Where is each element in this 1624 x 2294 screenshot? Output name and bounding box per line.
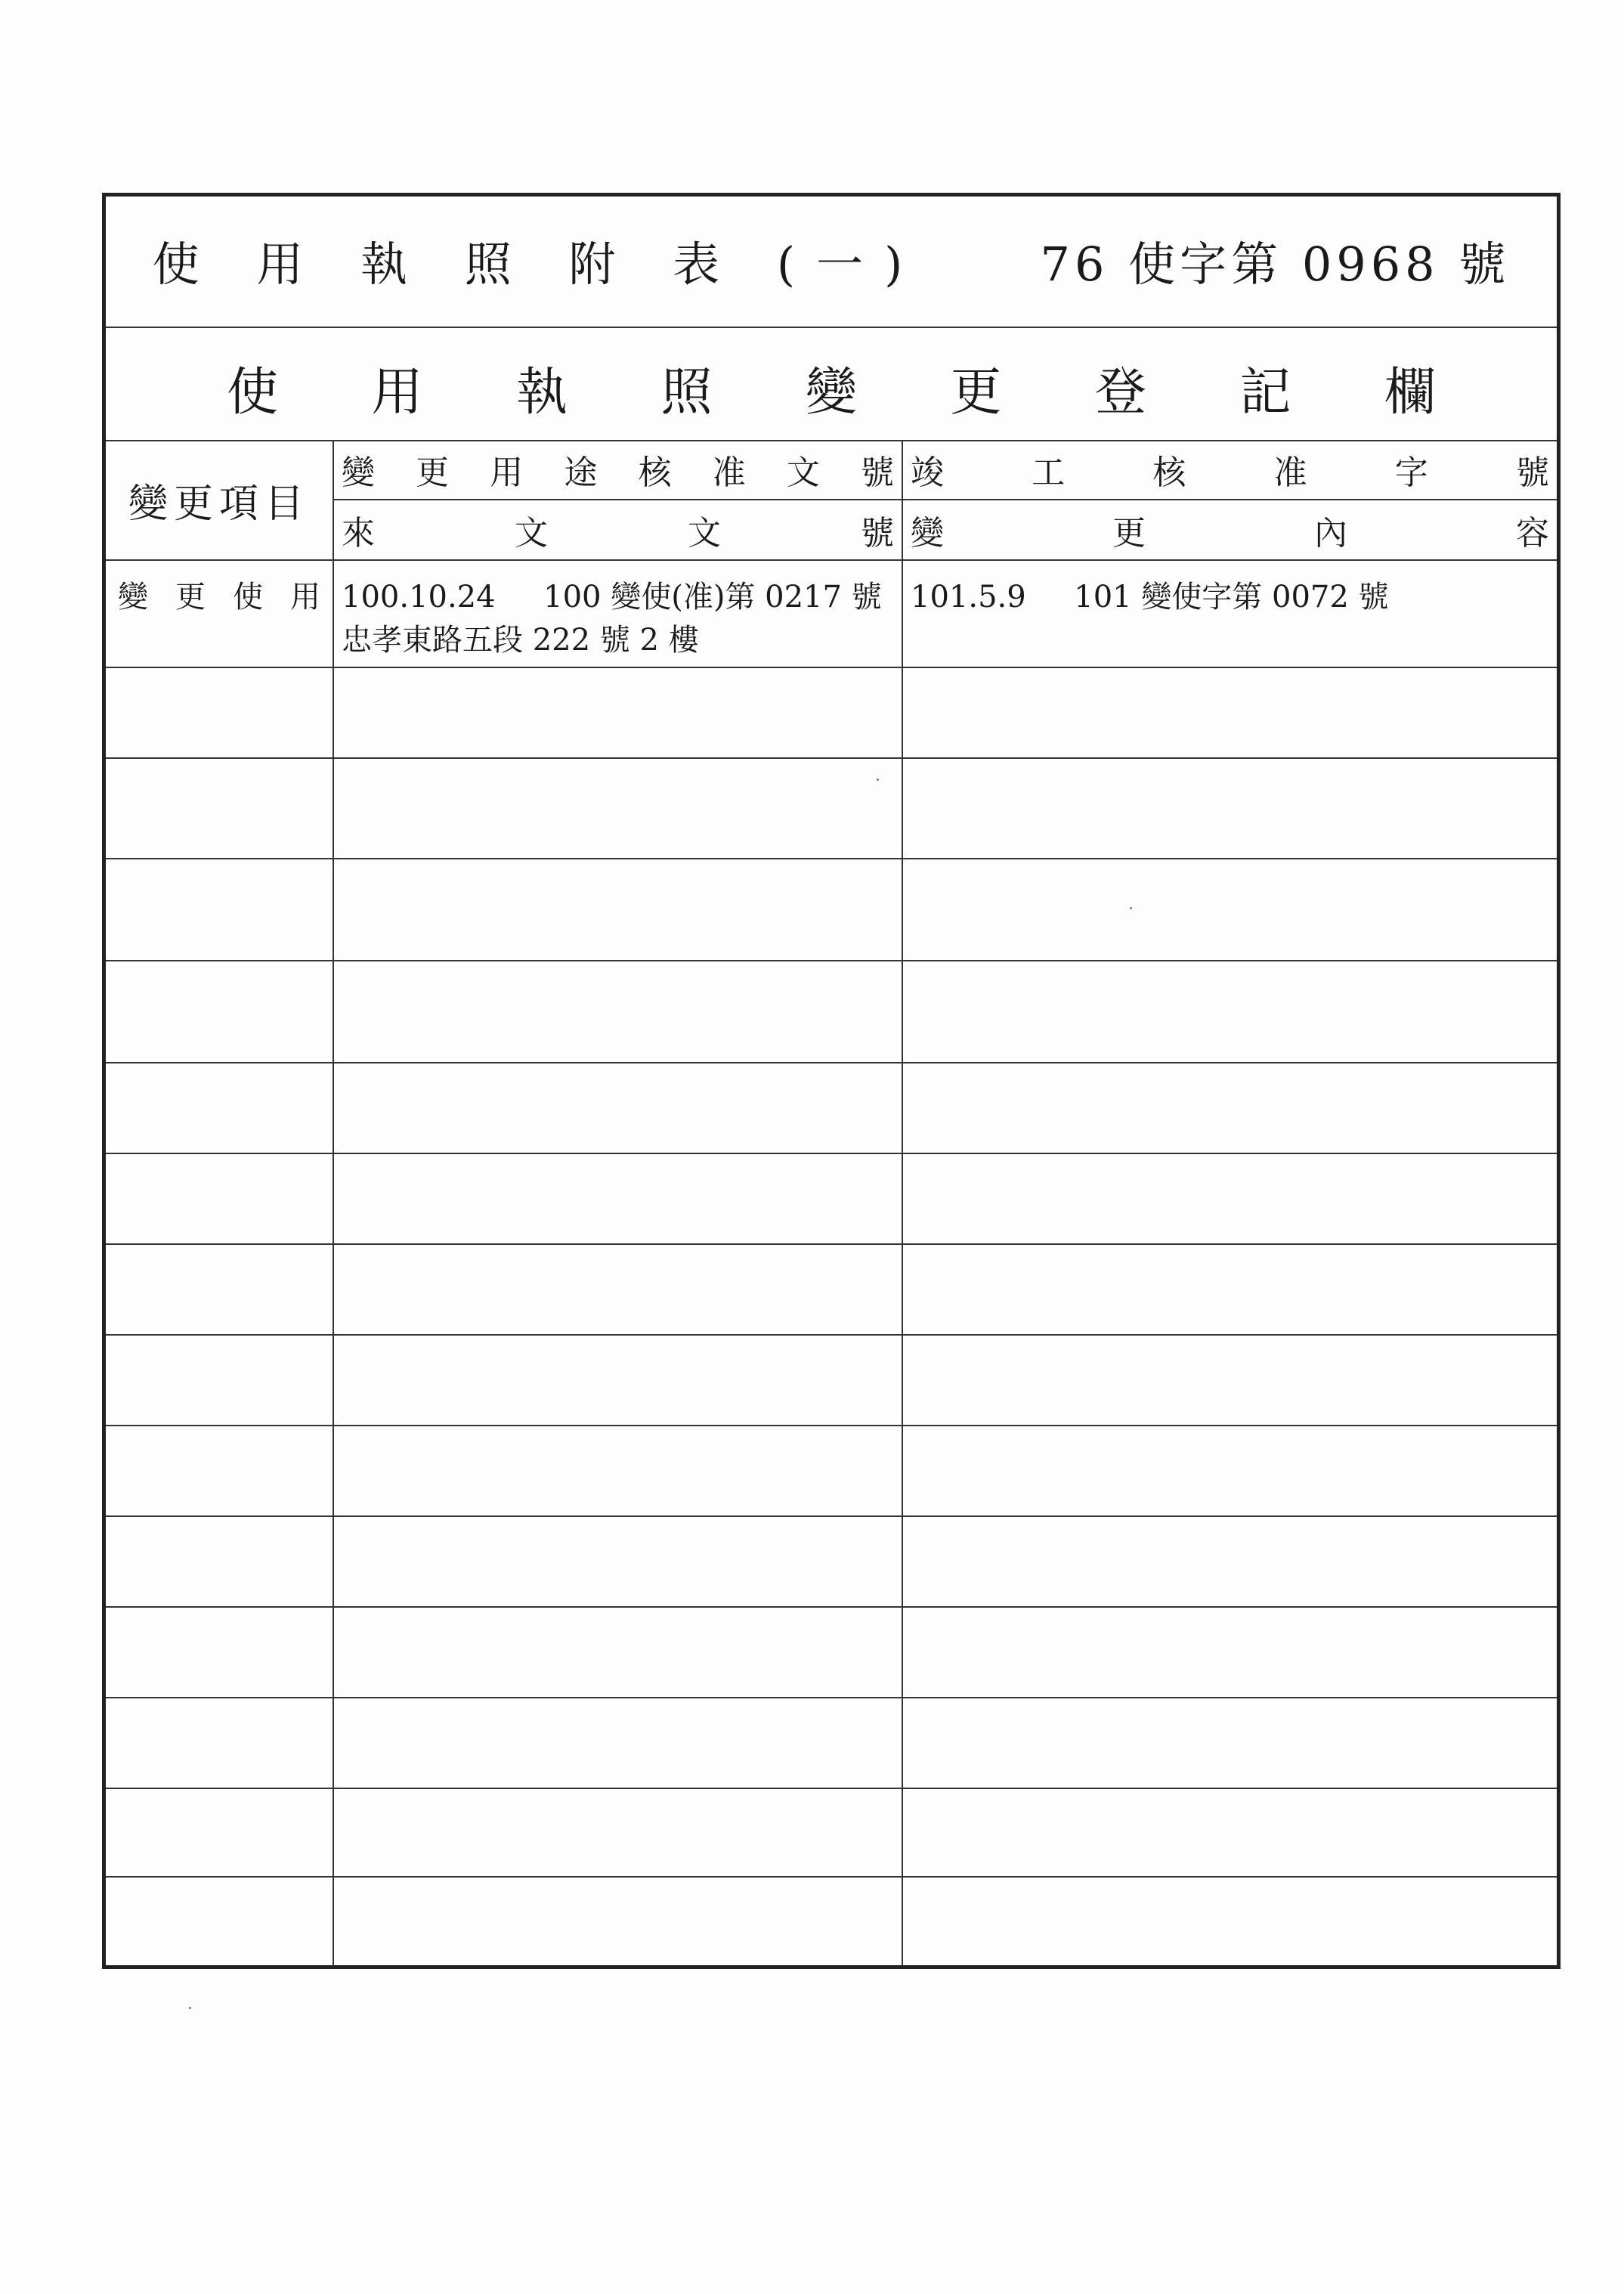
table-row-line [106, 1515, 1557, 1517]
item-char: 使 [233, 580, 263, 615]
header-char: 更 [416, 454, 450, 492]
subtitle-char: 用 [371, 363, 423, 423]
table-row-line [106, 1062, 1557, 1063]
subtitle-char: 執 [515, 363, 568, 423]
column-divider-1 [333, 440, 334, 1965]
table-row-line [106, 1243, 1557, 1245]
table-row-line [106, 1153, 1557, 1154]
subtitle-char: 登 [1094, 363, 1146, 423]
header-char: 途 [564, 454, 598, 492]
header-change-content [903, 500, 1557, 559]
table-row-line [106, 1334, 1557, 1336]
row-1-item [106, 573, 333, 616]
subtitle-char: 記 [1239, 363, 1291, 423]
license-change-form [102, 193, 1561, 1969]
row-1-completion: 101.5.9 101 變使字第 0072 號 [911, 580, 1389, 615]
header-char: 變 [342, 454, 375, 492]
header-char: 變 [911, 514, 944, 553]
table-row-line [106, 757, 1557, 759]
header-char: 內 [1314, 514, 1347, 553]
header-char: 准 [1273, 454, 1307, 492]
form-subtitle [227, 351, 1436, 425]
header-char: 核 [638, 454, 672, 492]
header-char: 號 [861, 514, 894, 553]
header-char: 准 [712, 454, 746, 492]
row-1-address: 忠孝東路五段 222 號 2 樓 [342, 623, 699, 658]
column-divider-2 [902, 440, 903, 1965]
item-char: 變 [118, 580, 148, 615]
scan-speck [877, 779, 879, 781]
header-char: 竣 [911, 454, 944, 492]
header-char: 工 [1032, 454, 1066, 492]
header-char: 更 [1112, 514, 1146, 553]
header-bottom-divider [106, 559, 1557, 561]
header-char: 文 [786, 454, 820, 492]
title-main: 使 用 執 照 附 表 (一) [152, 237, 924, 292]
header-char: 號 [860, 454, 894, 492]
table-row-line [106, 1425, 1557, 1426]
header-char: 文 [688, 514, 721, 553]
subtitle-char: 照 [660, 363, 713, 423]
form-title [106, 227, 1557, 294]
table-row-line [106, 960, 1557, 961]
header-char: 文 [515, 514, 548, 553]
header-incoming-doc-no [334, 500, 902, 559]
header-char: 核 [1152, 454, 1186, 492]
table-row-line [106, 1606, 1557, 1608]
table-row-line [106, 1697, 1557, 1698]
item-char: 更 [175, 580, 206, 615]
subtitle-char: 更 [950, 363, 1002, 423]
header-char: 來 [342, 514, 375, 553]
header-char: 字 [1394, 454, 1428, 492]
row-1-approval: 100.10.24 100 變使(准)第 0217 號 [342, 580, 882, 615]
header-approval-doc-no [334, 440, 902, 499]
table-row-line [106, 1788, 1557, 1789]
header-change-item: 變更項目 [128, 481, 310, 527]
license-number: 76 使字第 0968 號 [1040, 237, 1511, 292]
table-row-line [106, 858, 1557, 859]
header-completion-no [903, 440, 1557, 499]
subtitle-char: 變 [805, 363, 857, 423]
table-row-line [106, 667, 1557, 668]
header-char: 容 [1516, 514, 1549, 553]
title-divider [106, 327, 1557, 328]
table-row-line [106, 1876, 1557, 1878]
scan-speck [1130, 907, 1132, 909]
header-char: 用 [490, 454, 524, 492]
scan-speck [189, 2007, 191, 2009]
subtitle-char: 欄 [1384, 363, 1436, 423]
subtitle-char: 使 [227, 363, 279, 423]
header-char: 號 [1515, 454, 1549, 492]
item-char: 用 [290, 580, 320, 615]
